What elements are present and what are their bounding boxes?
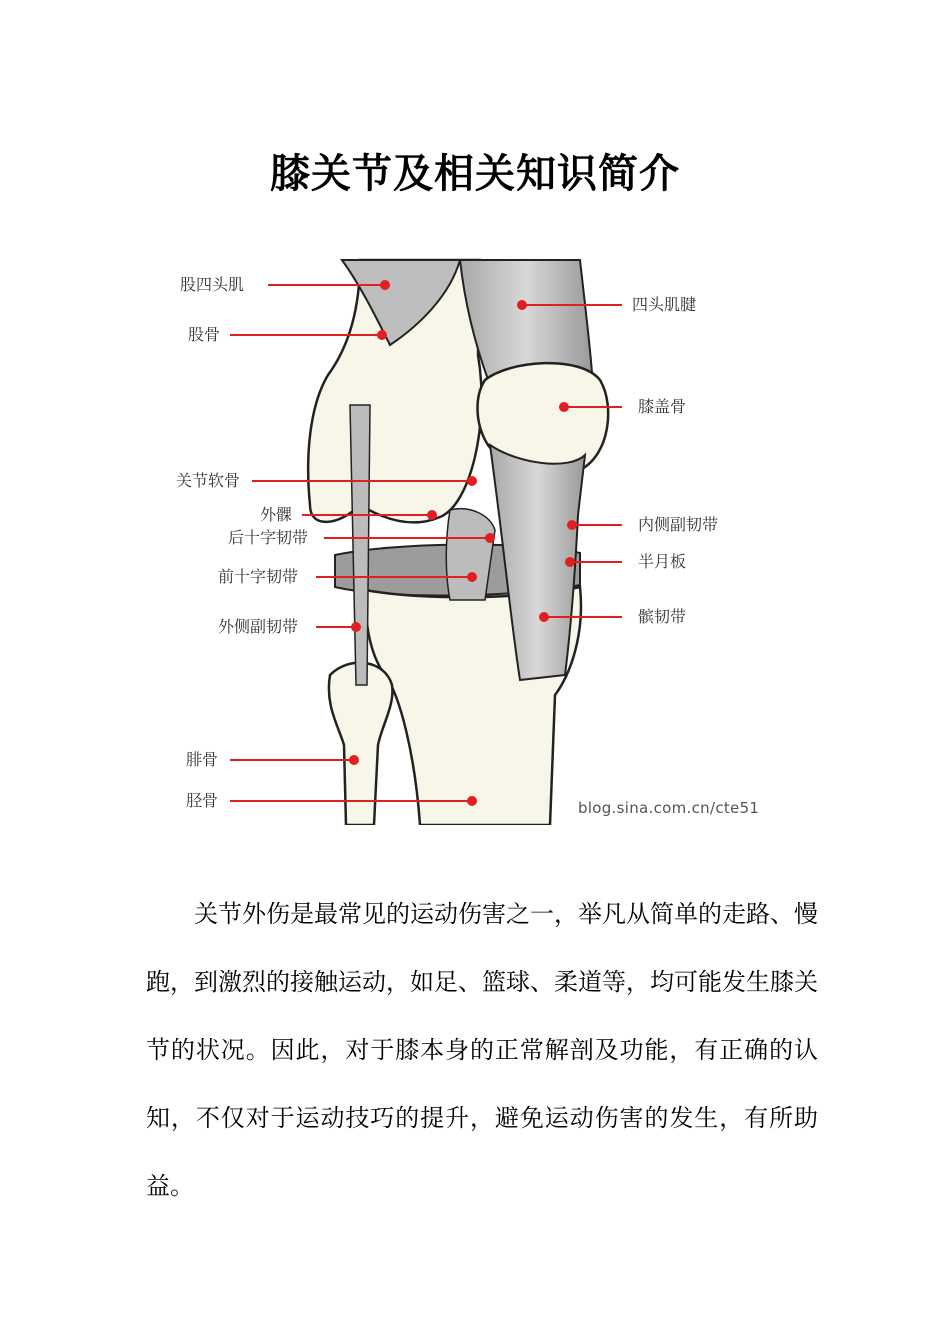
label-posterior-cruciate: 后十字韧带 bbox=[228, 528, 309, 547]
label-lateral-condyle: 外髁 bbox=[260, 505, 293, 524]
label-fibula: 腓骨 bbox=[186, 750, 219, 769]
label-quadriceps: 股四头肌 bbox=[180, 275, 245, 294]
knee-anatomy-figure bbox=[160, 255, 800, 825]
label-tibia: 胫骨 bbox=[186, 791, 219, 810]
label-meniscus: 半月板 bbox=[638, 552, 687, 571]
label-articular-cartilage: 关节软骨 bbox=[176, 471, 241, 490]
label-femur: 股骨 bbox=[188, 325, 221, 344]
page-title: 膝关节及相关知识简介 bbox=[270, 151, 680, 197]
watermark: blog.sina.com.cn/cte51 bbox=[578, 799, 760, 817]
label-lateral-collateral: 外侧副韧带 bbox=[218, 617, 299, 636]
lateral-collateral-shape bbox=[350, 405, 370, 685]
label-medial-collateral: 内侧副韧带 bbox=[638, 515, 719, 534]
label-patella: 膝盖骨 bbox=[638, 397, 687, 416]
label-patellar-ligament: 髌韧带 bbox=[638, 607, 687, 626]
label-quadriceps-tendon: 四头肌腱 bbox=[632, 295, 697, 314]
label-anterior-cruciate: 前十字韧带 bbox=[218, 567, 299, 586]
body-paragraph: 关节外伤是最常见的运动伤害之一，举凡从简单的走路、慢跑，到激烈的接触运动，如足、篮球、柔道等，均可能发生膝关节的状况。因此，对于膝本身的正常解剖及功能，有正确的认知，不仅对于运动技巧的提升，避免运动伤害的发生，有所助益。 bbox=[146, 900, 818, 1200]
cruciate-shape bbox=[446, 509, 495, 600]
